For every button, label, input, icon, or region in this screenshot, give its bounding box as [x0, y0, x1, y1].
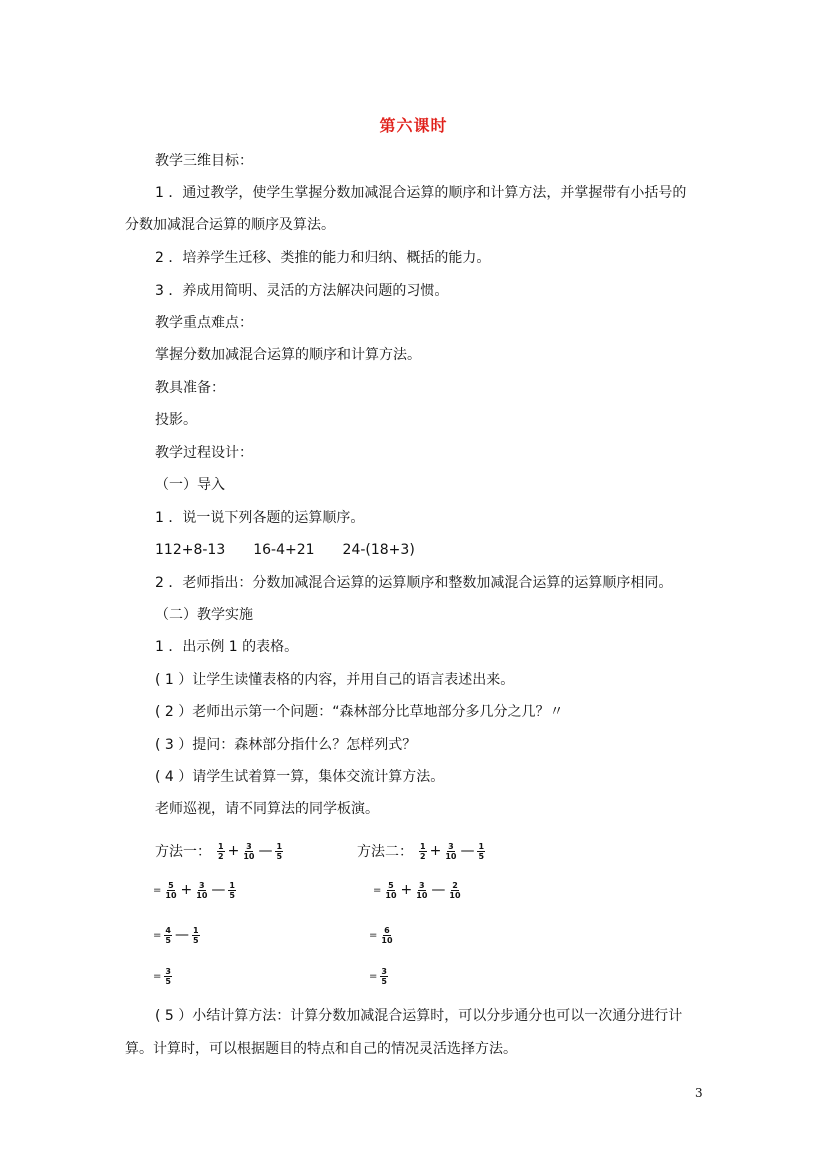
- fraction: $\frac{5}{10}$: [385, 880, 397, 900]
- page-number: 3: [695, 1086, 703, 1100]
- step-1: ( 1 ）让学生读懂表格的内容，并用自己的语言表述出来。: [155, 672, 515, 688]
- method-2-label: 方法二：: [357, 844, 413, 860]
- tool-heading: 教具准备：: [155, 380, 225, 396]
- fraction: $\frac{3}{10}$: [416, 880, 428, 900]
- fraction: $\frac{1}{5}$: [229, 880, 235, 900]
- fraction: $\frac{6}{10}$: [381, 925, 393, 945]
- fraction: $\frac{4}{5}$: [165, 925, 171, 945]
- step-5-line-1: ( 5 ）小结计算方法：计算分数加减混合运算时，可以分步通分也可以一次通分进行计: [155, 1008, 683, 1024]
- step-4: ( 4 ）请学生试着算一算，集体交流计算方法。: [155, 769, 445, 785]
- key-text: 掌握分数加减混合运算的顺序和计算方法。: [155, 347, 421, 363]
- fraction: $\frac{3}{10}$: [196, 880, 208, 900]
- method-2-line-1: 方法二： $\frac{1}{2}$ + $\frac{3}{10}$ — $\frac{1}{5}$: [357, 841, 485, 861]
- method-2-line-3: = $\frac{6}{10}$: [369, 925, 393, 945]
- goal-1-line-2: 分数加减混合运算的顺序及算法。: [125, 217, 335, 233]
- method-1-line-3: = $\frac{4}{5}$ — $\frac{1}{5}$: [153, 925, 199, 945]
- part-2-heading: （二）教学实施: [155, 607, 253, 623]
- fraction: $\frac{3}{5}$: [165, 966, 171, 986]
- goal-1-line-1: 1 ．通过教学，使学生掌握分数加减混合运算的顺序和计算方法，并掌握带有小括号的: [155, 185, 687, 201]
- fraction: $\frac{1}{5}$: [192, 925, 199, 945]
- page-title: 第六课时: [379, 116, 448, 135]
- fraction: $\frac{1}{2}$: [218, 841, 224, 861]
- goal-2: 2 ．培养学生迁移、类推的能力和归纳、概括的能力。: [155, 250, 491, 266]
- method-1-line-4: = $\frac{3}{5}$: [153, 966, 171, 986]
- step-3: ( 3 ）提问：森林部分指什么？怎样列式？: [155, 737, 417, 753]
- fraction: $\frac{1}{2}$: [420, 841, 426, 861]
- fraction: $\frac{2}{10}$: [449, 880, 461, 900]
- fraction: $\frac{3}{10}$: [243, 841, 255, 861]
- method-1-line-1: [155, 840, 285, 862]
- fraction: $\frac{3}{10}$: [445, 841, 457, 861]
- fraction: $\frac{5}{10}$: [165, 880, 177, 900]
- part-1-item-2: 2 ．老师指出：分数加减混合运算的运算顺序和整数加减混合运算的运算顺序相同。: [155, 575, 673, 591]
- part-1-item-1: 1 ．说一说下列各题的运算顺序。: [155, 510, 365, 526]
- process-heading: 教学过程设计：: [155, 445, 253, 461]
- fraction: $\frac{1}{5}$: [276, 841, 283, 861]
- method-1-label: 方法一：: [155, 844, 211, 860]
- step-2: ( 2 ）老师出示第一个问题：“森林部分比草地部分多几分之几？〃: [155, 704, 564, 720]
- minus-sign: —: [258, 843, 273, 859]
- step-5-line-2: 算。计算时，可以根据题目的特点和自己的情况灵活选择方法。: [125, 1041, 517, 1057]
- plus-sign: +: [227, 843, 240, 859]
- tool-text: 投影。: [155, 412, 197, 428]
- goal-heading: 教学三维目标：: [155, 153, 253, 169]
- integer-expressions: 112+8-13 16-4+21 24-(18+3): [155, 542, 415, 558]
- method-1-line-2: = $\frac{5}{10}$ + $\frac{3}{10}$ — $\frac{1}{5}$: [153, 880, 235, 900]
- step-4-note: 老师巡视，请不同算法的同学板演。: [155, 801, 379, 817]
- fraction: $\frac{1}{5}$: [478, 841, 485, 861]
- key-heading: 教学重点难点：: [155, 315, 253, 331]
- method-2-line-2: = $\frac{5}{10}$ + $\frac{3}{10}$ — $\frac{2}{10}$: [373, 880, 461, 900]
- goal-3: 3 ．养成用简明、灵活的方法解决问题的习惯。: [155, 283, 449, 299]
- part-1-heading: （一）导入: [155, 477, 225, 493]
- fraction: $\frac{3}{5}$: [381, 966, 387, 986]
- part-2-item-1: 1 ．出示例 1 的表格。: [155, 639, 299, 655]
- method-2-line-4: = $\frac{3}{5}$: [369, 966, 387, 986]
